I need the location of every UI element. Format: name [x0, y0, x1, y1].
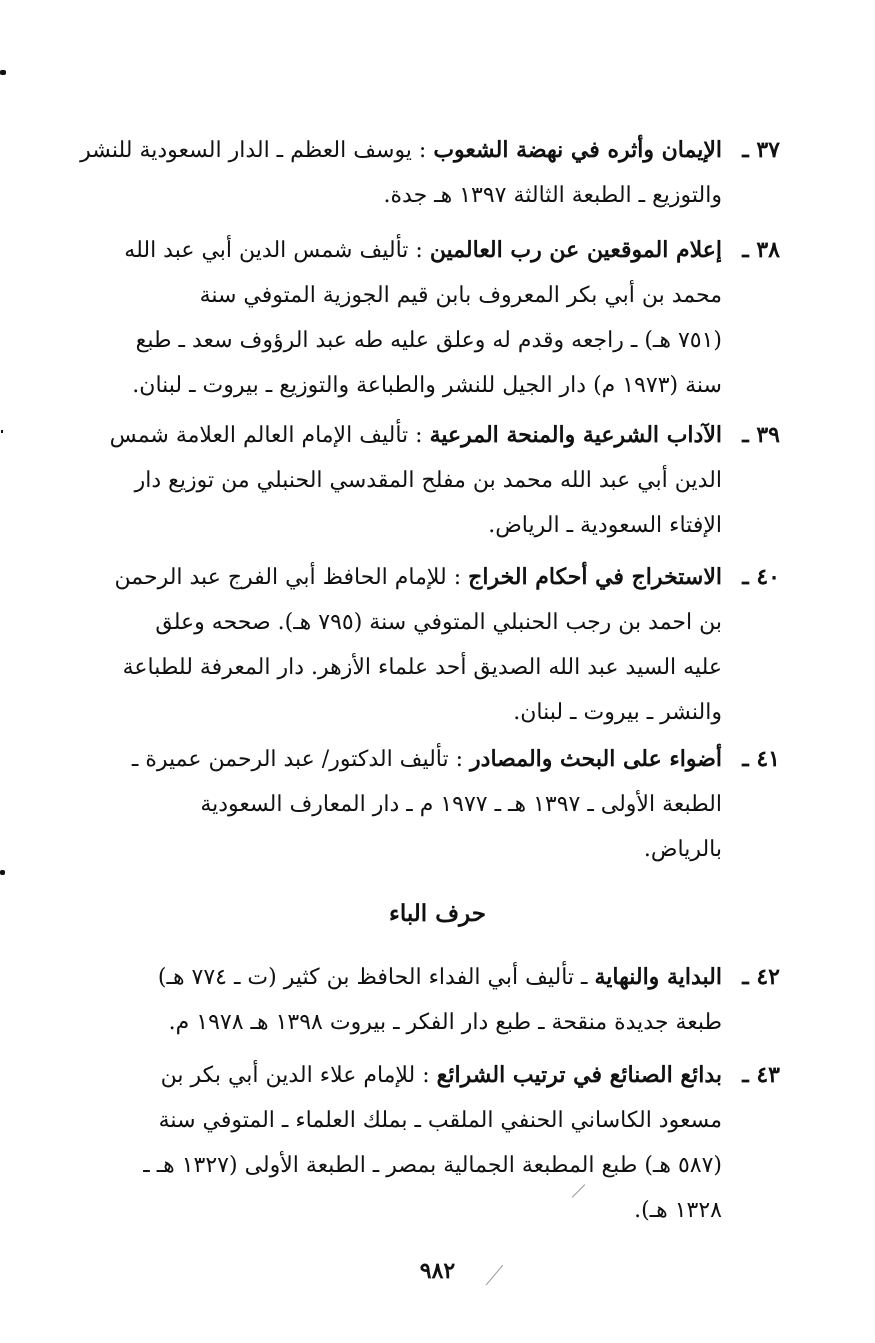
entry-text: : يوسف العظم ـ الدار السعودية للنشر [80, 138, 427, 163]
entry-first-line [78, 1053, 722, 1098]
scan-artifact [0, 870, 5, 875]
entry-line: الطبعة الأولى ـ ١٣٩٧ هـ ـ ١٩٧٧ م ـ دار المعارف السعودية [200, 792, 722, 817]
entry-title: الاستخراج في أحكام الخراج [468, 564, 722, 590]
bibliography-entry-41 [78, 737, 780, 872]
entry-line: ١٣٢٨ هـ). [634, 1198, 722, 1223]
bibliography-entry-42 [78, 955, 780, 1045]
entry-line: الإفتاء السعودية ـ الرياض. [488, 513, 722, 538]
entry-line: سنة (١٩٧٣ م) دار الجيل للنشر والطباعة والتوزيع ـ بيروت ـ لبنان. [132, 373, 722, 398]
bibliography-entry-39 [78, 413, 780, 548]
bibliography-entry-40 [78, 555, 780, 735]
entry-line: والنشر ـ بيروت ـ لبنان. [513, 700, 722, 725]
entry-title: أضواء على البحث والمصادر [470, 746, 722, 772]
entry-number: ٣٧ ـ [742, 137, 780, 163]
entry-first-line [78, 413, 722, 458]
entry-first-line [78, 128, 722, 173]
entry-number: ٤٢ ـ [742, 964, 780, 990]
bibliography-entry-43 [78, 1053, 780, 1233]
entry-first-line [78, 555, 722, 600]
bibliography-entry-37 [78, 128, 780, 218]
entry-title: البداية والنهاية [594, 964, 722, 990]
entry-title: بدائع الصنائع في ترتيب الشرائع [436, 1062, 722, 1088]
entry-number: ٤١ ـ [742, 746, 780, 772]
entry-line: عليه السيد عبد الله الصديق أحد علماء الأزهر. دار المعرفة للطباعة [122, 655, 722, 680]
entry-title: إعلام الموقعين عن رب العالمين [429, 237, 722, 263]
entry-first-line [78, 228, 722, 273]
entry-text: : للإمام الحافظ أبي الفرج عبد الرحمن [114, 565, 462, 590]
scan-artifact [0, 70, 6, 75]
entry-text: : تأليف شمس الدين أبي عبد الله [124, 238, 423, 263]
entry-line: (٧٥١ هـ) ـ راجعه وقدم له وعلق عليه طه عبد الرؤوف سعد ـ طبع [135, 328, 722, 353]
entry-number: ٤٠ ـ [742, 564, 780, 590]
scan-artifact [1, 430, 3, 433]
entry-line: محمد بن أبي بكر المعروف بابن قيم الجوزية المتوفي سنة [199, 283, 722, 308]
entry-text: : تأليف الدكتور/ عبد الرحمن عميرة ـ [131, 747, 464, 772]
entry-first-line [78, 955, 722, 1000]
page-number: ٩٨٢ [419, 1258, 456, 1284]
entry-line: مسعود الكاساني الحنفي الملقب ـ بملك العلماء ـ المتوفي سنة [158, 1108, 722, 1133]
entry-text: : تأليف الإمام العالم العلامة شمس [109, 423, 423, 448]
entry-number: ٣٩ ـ [742, 422, 780, 448]
entry-line: الدين أبي عبد الله محمد بن مفلح المقدسي الحنبلي من توزيع دار [134, 468, 722, 493]
entry-first-line [78, 737, 722, 782]
entry-line: طبعة جديدة منقحة ـ طبع دار الفكر ـ بيروت ١٣٩٨ هـ ١٩٧٨ م. [168, 1010, 722, 1035]
entry-text: ـ تأليف أبي الفداء الحافظ بن كثير (ت ـ ٧٧٤ هـ) [157, 965, 588, 990]
entry-line: بن احمد بن رجب الحنبلي المتوفي سنة (٧٩٥ هـ). صححه وعلق [155, 610, 722, 635]
entry-text: : للإمام علاء الدين أبي بكر بن [160, 1063, 430, 1088]
entry-line: والتوزيع ـ الطبعة الثالثة ١٣٩٧ هـ جدة. [383, 183, 722, 208]
entry-line: (٥٨٧ هـ) طبع المطبعة الجمالية بمصر ـ الطبعة الأولى (١٣٢٧ هـ ـ [143, 1153, 722, 1178]
bibliography-entry-38 [78, 228, 780, 408]
entry-title: الآداب الشرعية والمنحة المرعية [429, 422, 722, 448]
entry-title: الإيمان وأثره في نهضة الشعوب [433, 137, 722, 163]
section-heading: حرف الباء [389, 900, 486, 927]
entry-number: ٤٣ ـ [742, 1062, 780, 1088]
entry-line: بالرياض. [643, 837, 722, 862]
entry-number: ٣٨ ـ [742, 237, 780, 263]
